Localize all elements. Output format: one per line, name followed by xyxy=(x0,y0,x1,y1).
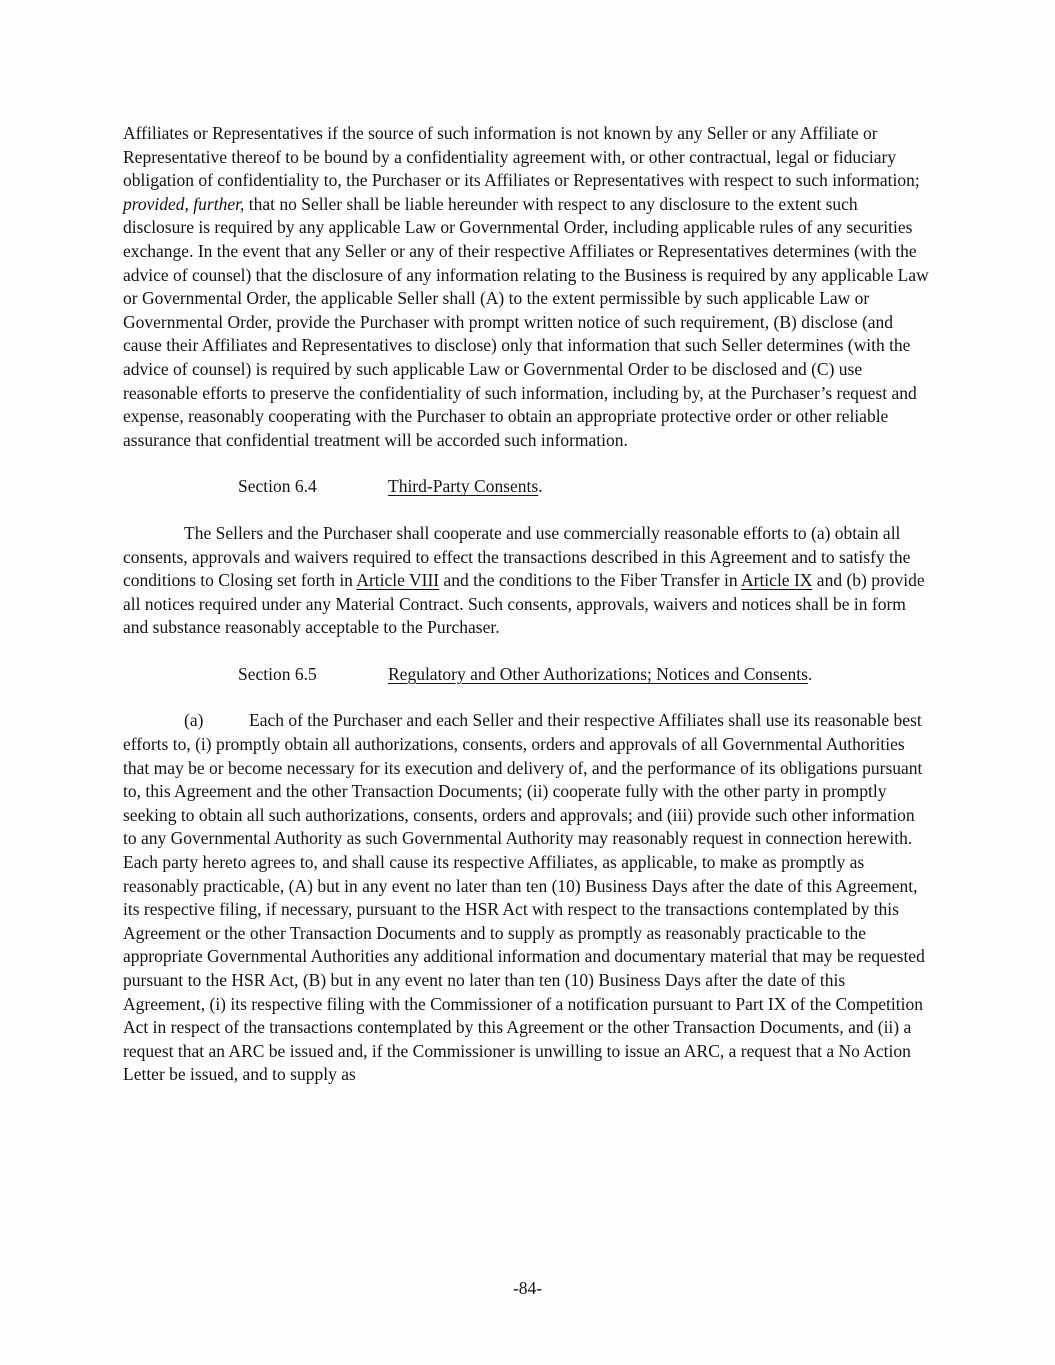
section-title: Third-Party Consents xyxy=(388,476,539,497)
document-body xyxy=(123,122,929,1087)
article-ix-reference: Article IX xyxy=(740,570,813,591)
section-title-period: . xyxy=(807,663,813,684)
paragraph-text: and the conditions to the Fiber Transfer in xyxy=(439,570,741,591)
paragraph-text: and (b) provide all notices required under any Material Contract. Such consents, approvals, waivers and notices shall be in form and substance reasonably acceptable to the Purchaser. xyxy=(123,570,925,638)
clause-a-marker: (a) xyxy=(184,710,204,731)
paragraph-text: The Sellers and the Purchaser shall cooperate and use commercially reasonable efforts to (a) obtain all consents, approvals and waivers required to effect the transactions described in this Agreement and to satisfy the conditions to Closing set forth in xyxy=(123,522,911,591)
paragraph-regulatory-authorizations xyxy=(123,709,929,1087)
section-heading-6-5 xyxy=(238,663,929,687)
paragraph-text: that no Seller shall be liable hereunder with respect to any disclosure to the extent such disclosure is required by any applicable Law or Governmental Order, including applicable rules of any securities exchange. In the event that any Seller or any of their respective Affiliates or Representatives determines (with the advice of counsel) that the disclosure of any information relating to the Business is required by any applicable Law or Governmental Order, the applicable Seller shall (A) to the extent permissible by such applicable Law or Governmental Order, provide the Purchaser with prompt written notice of such requirement, (B) disclose (and cause their Affiliates and Representatives to disclose) only that information that such Seller determines (with the advice of counsel) is required by such applicable Law or Governmental Order to be disclosed and (C) use reasonable efforts to preserve the confidentiality of such information, including by, at the Purchaser’s request and expense, reasonably cooperating with the Purchaser to obtain an appropriate protective order or other reliable assurance that confidential treatment will be accorded such information. xyxy=(123,193,929,450)
section-title: Regulatory and Other Authorizations; Notices and Consents xyxy=(388,663,808,684)
article-viii-reference: Article VIII xyxy=(356,570,440,591)
section-number: Section 6.5 xyxy=(238,663,317,684)
paragraph-text: Each of the Purchaser and each Seller and their respective Affiliates shall use its reasonable best efforts to, (i) promptly obtain all authorizations, consents, orders and approvals of all Governmental Authorities that may be or become necessary for its execution and delivery of, and the performance of its obligations pursuant to, this Agreement and the other Transaction Documents; (ii) cooperate fully with the other party in promptly seeking to obtain all such authorizations, consents, orders and approvals; and (iii) provide such other information to any Governmental Authority as such Governmental Authority may reasonably request in connection herewith. Each party hereto agrees to, and shall cause its respective Affiliates, as applicable, to make as promptly as reasonably practicable, (A) but in any event no later than ten (10) Business Days after the date of this Agreement, its respective filing, if necessary, pursuant to the HSR Act with respect to the transactions contemplated by this Agreement or the other Transaction Documents and to supply as promptly as reasonably practicable to the appropriate Governmental Authorities any additional information and documentary material that may be requested pursuant to the HSR Act, (B) but in any event no later than ten (10) Business Days after the date of this Agreement, (i) its respective filing with the Commissioner of a notification pursuant to Part IX of the Competition Act in respect of the transactions contemplated by this Agreement or the other Transaction Documents, and (ii) a request that an ARC be issued and, if the Commissioner is unwilling to issue an ARC, a request that a No Action Letter be issued, and to supply as xyxy=(123,710,925,1085)
proviso-italic-text: provided, further, xyxy=(123,193,245,214)
page-number: -84- xyxy=(512,1278,543,1298)
paragraph-third-party-consents xyxy=(123,522,929,640)
section-heading-6-4 xyxy=(238,475,929,499)
section-number: Section 6.4 xyxy=(238,476,317,497)
paragraph-text: Affiliates or Representatives if the source of such information is not known by any Seller or any Affiliate or Representative thereof to be bound by a confidentiality agreement with, or other contractual, legal or fiduciary obligation of confidentiality to, the Purchaser or its Affiliates or Representatives with respect to such information; xyxy=(123,123,920,191)
paragraph-confidentiality-continuation xyxy=(123,122,929,452)
section-title-period: . xyxy=(538,476,543,497)
